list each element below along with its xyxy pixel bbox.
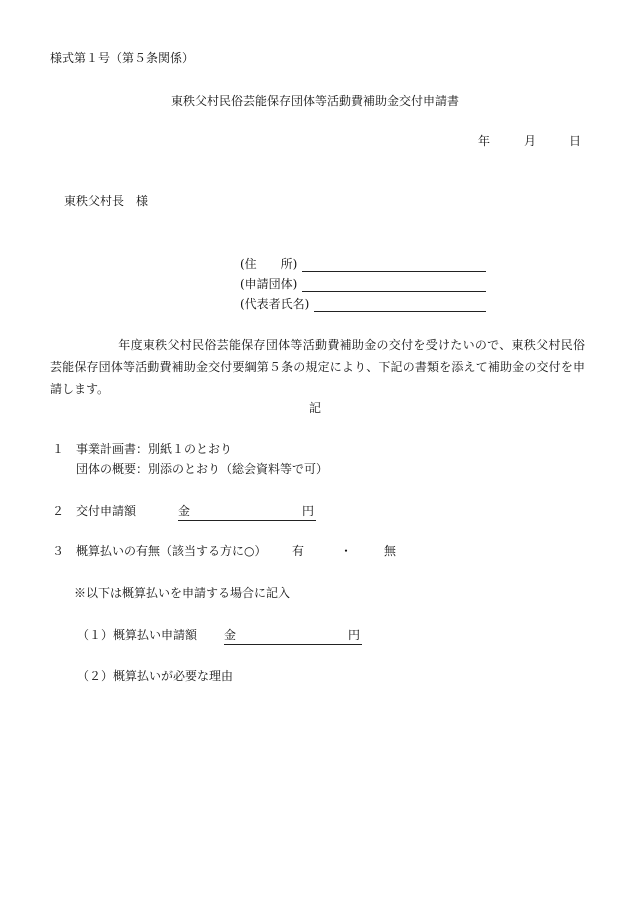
sub1-label: （１）概算払い申請額 — [77, 628, 198, 642]
item3-label: 概算払いの有無（該当する方に○） — [76, 544, 267, 558]
item1-number: １ — [52, 442, 65, 456]
body-paragraph — [50, 334, 585, 400]
item1-line2: 団体の概要：別添のとおり（総会資料等で可） — [76, 462, 329, 476]
rep-label: (代表者氏名) — [240, 297, 310, 311]
form-number: 様式第１号（第５条関係） — [50, 51, 195, 65]
item2-number: ２ — [52, 504, 65, 518]
rep-field[interactable] — [314, 297, 486, 312]
sub1-amount-suffix: 円 — [347, 628, 360, 642]
org-field[interactable] — [302, 277, 486, 292]
item3-yes-option[interactable]: 有 — [292, 544, 305, 558]
document-title: 東秩父村民俗芸能保存団体等活動費補助金交付申請書 — [170, 94, 459, 108]
item2-amount-field[interactable] — [178, 503, 316, 521]
item3-no-option[interactable]: 無 — [384, 544, 397, 558]
item2-amount-prefix: 金 — [178, 504, 191, 518]
item3-number: ３ — [52, 544, 65, 558]
ki-heading: 記 — [308, 401, 321, 415]
note-text: ※以下は概算払いを申請する場合に記入 — [74, 586, 291, 600]
body-text: 年度東秩父村民俗芸能保存団体等活動費補助金の交付を受けたいので、東秩父村民俗芸能保存団体等活動費補助金交付要綱第５条の規定により、下記の書類を添えて補助金の交付を申請します。 — [50, 338, 585, 396]
sub2-label: （２）概算払いが必要な理由 — [77, 669, 234, 683]
item1-line1: 事業計画書：別紙１のとおり — [76, 442, 233, 456]
sub1-amount-field[interactable] — [224, 627, 362, 645]
item2-label: 交付申請額 — [76, 504, 137, 518]
address-field[interactable] — [302, 257, 486, 272]
addressee: 東秩父村長 様 — [64, 194, 149, 208]
item3-separator: ・ — [340, 544, 353, 558]
sub1-amount-prefix: 金 — [224, 628, 237, 642]
date-day-label: 日 — [569, 134, 582, 148]
item2-amount-suffix: 円 — [301, 504, 314, 518]
date-year-label: 年 — [478, 134, 491, 148]
address-label: (住 所) — [240, 257, 298, 271]
date-month-label: 月 — [524, 134, 537, 148]
org-label: (申請団体) — [240, 277, 298, 291]
